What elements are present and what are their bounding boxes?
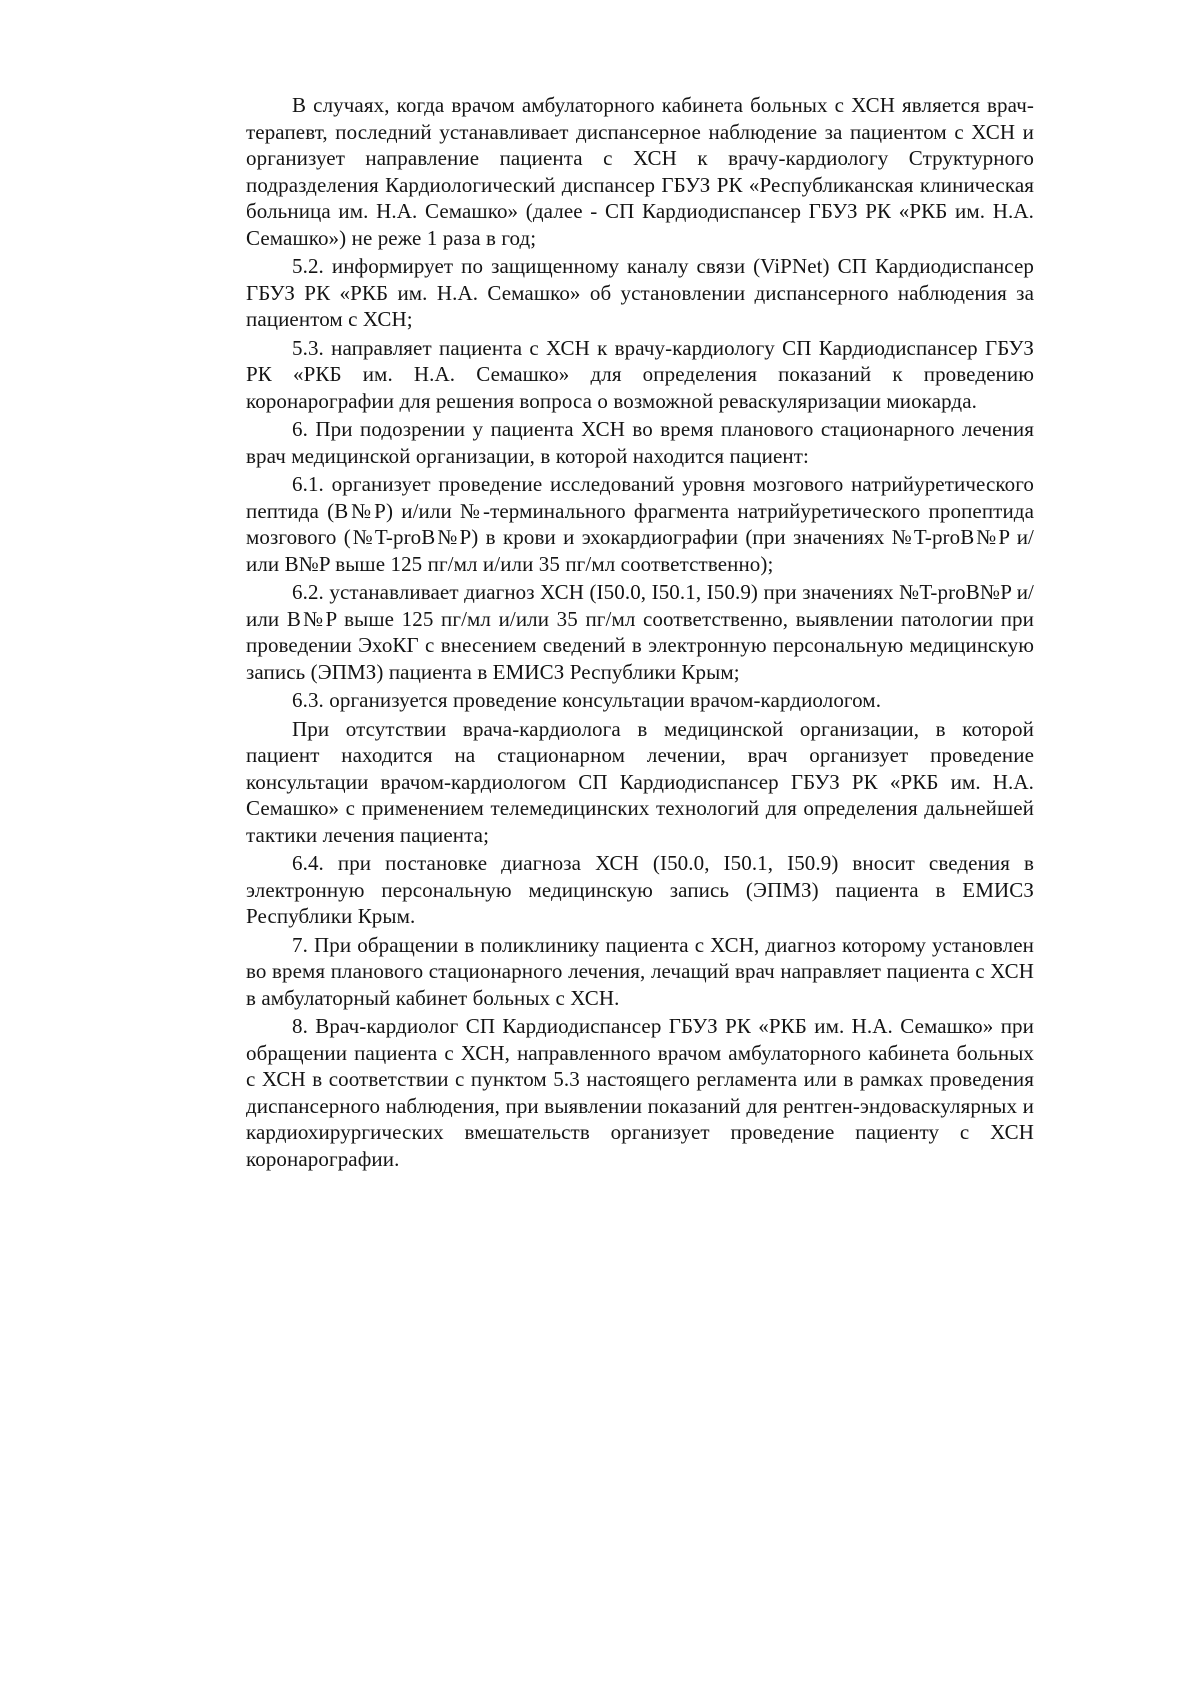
paragraph-outpatient-therapist: В случаях, когда врачом амбулаторного кабинета больных с ХСН является врач-терапевт, последний устанавливает диспансерное наблюдение за пациентом с ХСН и организует направление пациента с ХСН к врачу-кардиологу Структурного подразделения Кардиологический диспансер ГБУЗ РК «Республиканская клиническая больница им. Н.А. Семашко» (далее - СП Кардиодиспансер ГБУЗ РК «РКБ им. Н.А. Семашко») не реже 1 раза в год;: [246, 93, 1034, 250]
paragraph-8: 8. Врач-кардиолог СП Кардиодиспансер ГБУЗ РК «РКБ им. Н.А. Семашко» при обращении пациента с ХСН, направленного врачом амбулаторного кабинета больных с ХСН в соответствии с пунктом 5.3 настоящего регламента или в рамках проведения диспансерного наблюдения, при выявлении показаний для рентген-эндоваскулярных и кардиохирургических вмешательств организует проведение пациенту с ХСН коронарографии.: [246, 1014, 1034, 1171]
paragraph-6-1: 6.1. организует проведение исследований уровня мозгового натрийуретического пептида (B№P) и/или №-терминального фрагмента натрийуретического пропептида мозгового (№T-proB№P) в крови и эхокардиографии (при значениях №T-proB№P и/или B№P выше 125 пг/мл и/или 35 пг/мл соответственно);: [246, 472, 1034, 576]
paragraph-6-2: 6.2. устанавливает диагноз ХСН (I50.0, I50.1, I50.9) при значениях №T-proB№P и/или B№P выше 125 пг/мл и/или 35 пг/мл соответственно, выявлении патологии при проведении ЭхоКГ с внесением сведений в электронную персональную медицинскую запись (ЭПМЗ) пациента в ЕМИСЗ Республики Крым;: [246, 580, 1034, 684]
paragraph-no-cardiologist: При отсутствии врача-кардиолога в медицинской организации, в которой пациент находится на стационарном лечении, врач организует проведение консультации врачом-кардиологом СП Кардиодиспансер ГБУЗ РК «РКБ им. Н.А. Семашко» с применением телемедицинских технологий для определения дальнейшей тактики лечения пациента;: [246, 716, 1034, 847]
paragraph-5-3: 5.3. направляет пациента с ХСН к врачу-кардиологу СП Кардиодиспансер ГБУЗ РК «РКБ им. Н.А. Семашко» для определения показаний к проведению коронарографии для решения вопроса о возможной реваскуляризации миокарда.: [246, 335, 1034, 413]
paragraph-6: 6. При подозрении у пациента ХСН во время планового стационарного лечения врач медицинской организации, в которой находится пациент:: [246, 417, 1034, 468]
paragraph-6-3: 6.3. организуется проведение консультации врачом-кардиологом.: [292, 688, 882, 712]
paragraph-5-2: 5.2. информирует по защищенному каналу связи (ViPNet) СП Кардиодиспансер ГБУЗ РК «РКБ им. Н.А. Семашко» об установлении диспансерного наблюдения за пациентом с ХСН;: [246, 254, 1034, 331]
paragraph-6-4: 6.4. при постановке диагноза ХСН (I50.0, I50.1, I50.9) вносит сведения в электронную персональную медицинскую запись (ЭПМЗ) пациента в ЕМИСЗ Республики Крым.: [246, 851, 1034, 928]
paragraph-7: 7. При обращении в поликлинику пациента с ХСН, диагноз которому установлен во время планового стационарного лечения, лечащий врач направляет пациента с ХСН в амбулаторный кабинет больных с ХСН.: [246, 932, 1034, 1010]
document-page: [246, 92, 1034, 1172]
